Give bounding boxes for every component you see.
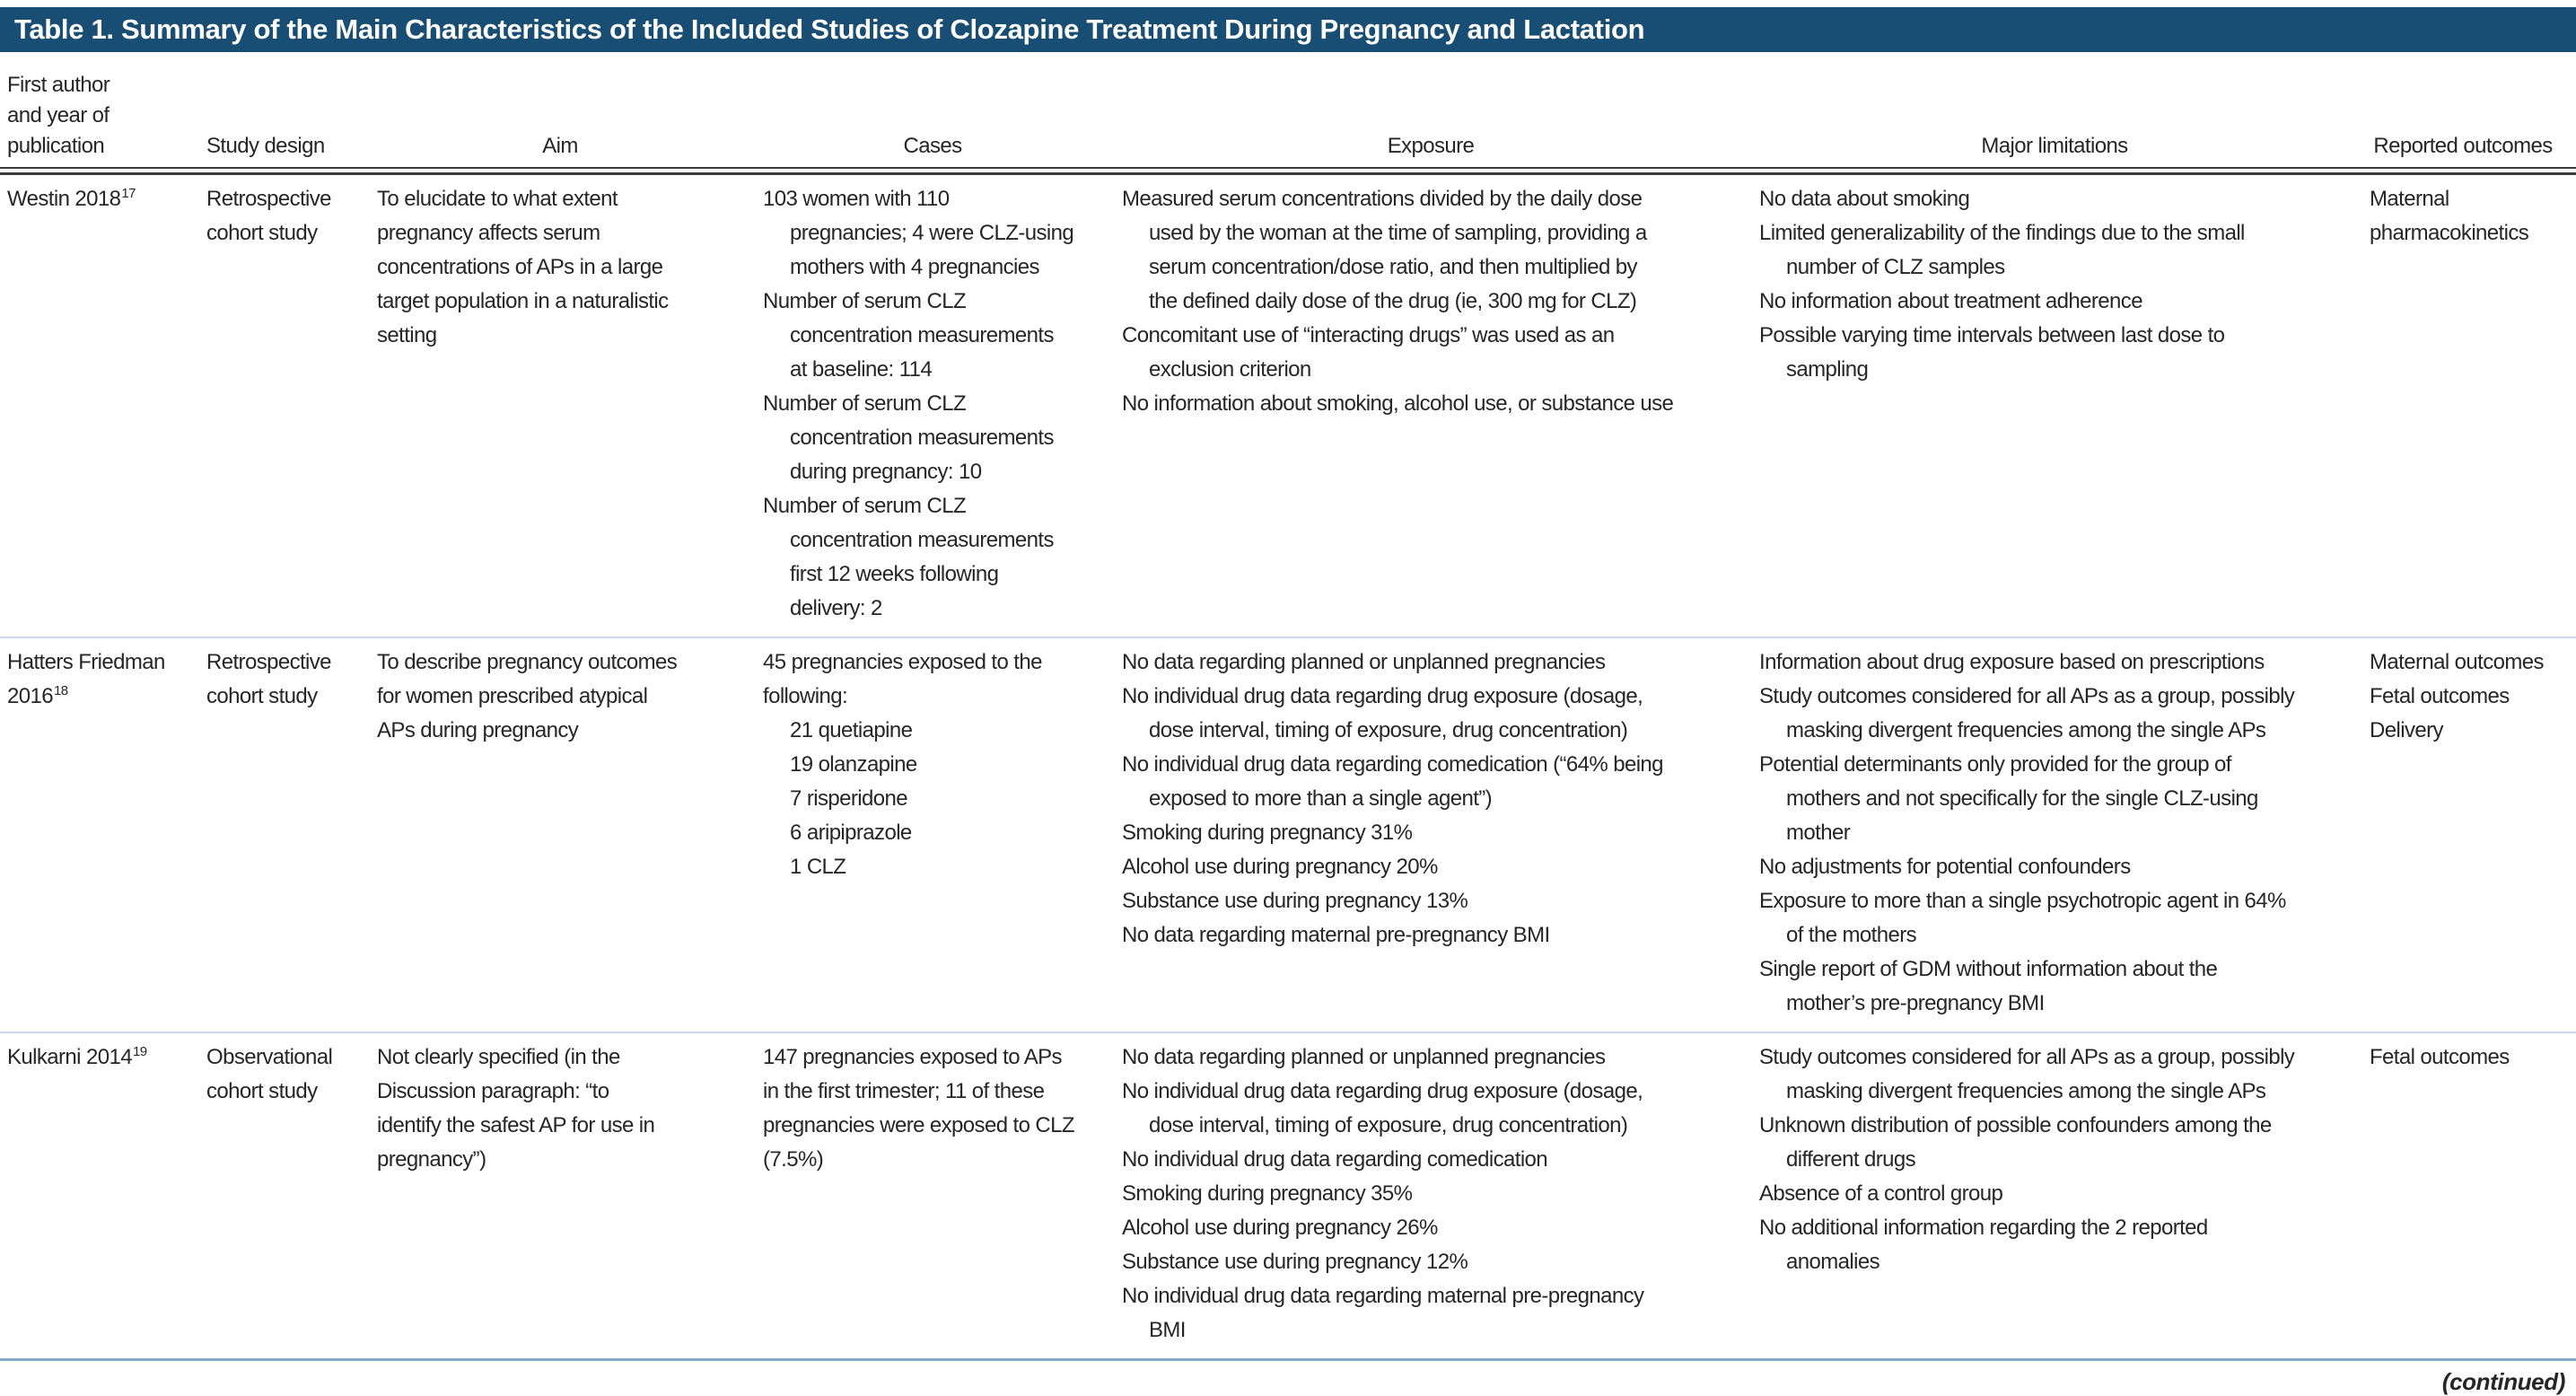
cell-aim	[377, 182, 763, 626]
text-line: Retrospective	[206, 187, 331, 211]
column-header-label: First author	[7, 73, 110, 97]
text-line: Number of serum CLZ	[763, 494, 966, 518]
text-line: concentrations of APs in a large	[377, 255, 663, 279]
reference-superscript: 17	[121, 186, 136, 201]
column-header-label: and year of	[7, 103, 110, 127]
text-line: mother	[1786, 821, 1851, 845]
cell-exposure	[1122, 1040, 1759, 1348]
text-line: mothers and not specifically for the single CLZ-using	[1786, 786, 2258, 811]
text-line: mothers with 4 pregnancies	[790, 255, 1039, 279]
table-header-row	[0, 52, 2576, 162]
text-line: target population in a naturalistic	[377, 289, 669, 313]
text-line: No information about smoking, alcohol use, or substance use	[1122, 391, 1674, 416]
text-line: Single report of GDM without information about the	[1759, 957, 2218, 981]
text-line: Kulkarni 2014$^{19}$	[7, 1044, 147, 1069]
table-row	[0, 1032, 2576, 1358]
text-line: Not clearly specified (in the	[377, 1045, 620, 1069]
text-line: To elucidate to what extent	[377, 187, 618, 211]
header-rule	[0, 167, 2576, 175]
text-line: 6 aripiprazole	[790, 821, 912, 845]
text-line: No individual drug data regarding comedication (“64% being	[1122, 752, 1663, 777]
cell-study-design	[206, 645, 377, 1021]
text-line: identify the safest AP for use in	[377, 1113, 655, 1137]
cell-cases	[763, 1040, 1122, 1348]
text-line: Absence of a control group	[1759, 1181, 2003, 1206]
text-line: dose interval, timing of exposure, drug concentration)	[1149, 718, 1628, 742]
text-line: 45 pregnancies exposed to the	[763, 650, 1042, 674]
text-line: during pregnancy: 10	[790, 460, 982, 484]
text-line: Exposure to more than a single psychotropic agent in 64%	[1759, 889, 2286, 913]
text-line: pregnancies were exposed to CLZ	[763, 1113, 1074, 1137]
text-line: number of CLZ samples	[1786, 255, 2005, 279]
continued-note: (continued)	[2441, 1368, 2565, 1395]
text-line: pregnancy”)	[377, 1147, 486, 1172]
text-line: Limited generalizability of the findings due to the small	[1759, 221, 2245, 245]
column-header-label: Aim	[542, 134, 578, 158]
text-line: concentration measurements	[790, 528, 1054, 552]
text-line: first 12 weeks following	[790, 562, 999, 586]
text-line: Number of serum CLZ	[763, 289, 966, 313]
cell-cases	[763, 182, 1122, 626]
text-line: No data regarding planned or unplanned pregnancies	[1122, 650, 1606, 674]
text-line: Delivery	[2370, 718, 2443, 742]
text-line: APs during pregnancy	[377, 718, 579, 742]
text-line: Westin 2018$^{17}$	[7, 186, 136, 211]
text-line: Alcohol use during pregnancy 26%	[1122, 1216, 1438, 1240]
cell-aim	[377, 1040, 763, 1348]
cell-cases	[763, 645, 1122, 1021]
column-header-study-design	[206, 131, 377, 162]
text-line: cohort study	[206, 221, 318, 245]
text-line: BMI	[1149, 1318, 1186, 1342]
text-line: No additional information regarding the 2 reported	[1759, 1216, 2208, 1240]
text-line: mother’s pre-pregnancy BMI	[1786, 991, 2045, 1015]
cell-author	[0, 645, 206, 1021]
text-line: Information about drug exposure based on prescriptions	[1759, 650, 2265, 674]
text-line: (7.5%)	[763, 1147, 824, 1172]
text-line: Fetal outcomes	[2370, 684, 2510, 708]
text-line: Discussion paragraph: “to	[377, 1079, 609, 1103]
cell-major-limitations	[1759, 182, 2370, 626]
cell-reported-outcomes	[2370, 1040, 2576, 1348]
text-line: Potential determinants only provided for the group of	[1759, 752, 2231, 777]
column-header-author	[0, 70, 206, 162]
column-header-label: Study design	[206, 134, 325, 158]
column-header-cases	[763, 131, 1122, 162]
column-header-label: Reported outcomes	[2373, 134, 2553, 158]
text-line: Alcohol use during pregnancy 20%	[1122, 855, 1438, 879]
text-line: Study outcomes considered for all APs as a group, possibly	[1759, 684, 2295, 708]
text-line: following:	[763, 684, 848, 708]
text-line: 21 quetiapine	[790, 718, 913, 742]
text-line: exposed to more than a single agent”)	[1149, 786, 1493, 811]
table-row	[0, 637, 2576, 1032]
text-line: cohort study	[206, 1079, 318, 1103]
cell-reported-outcomes	[2370, 182, 2576, 626]
text-line: 147 pregnancies exposed to APs	[763, 1045, 1062, 1069]
text-line: 2016$^{18}$	[7, 683, 68, 708]
text-line: Substance use during pregnancy 12%	[1122, 1250, 1468, 1274]
column-header-label: Cases	[903, 134, 962, 158]
text-line: No data about smoking	[1759, 187, 1970, 211]
text-line: for women prescribed atypical	[377, 684, 648, 708]
column-header-label: publication	[7, 134, 105, 158]
text-line: No individual drug data regarding drug exposure (dosage,	[1122, 684, 1643, 708]
text-line: pregnancy affects serum	[377, 221, 600, 245]
text-line: No individual drug data regarding drug exposure (dosage,	[1122, 1079, 1643, 1103]
text-line: 103 women with 110	[763, 187, 950, 211]
text-line: concentration measurements	[790, 426, 1054, 450]
text-line: concentration measurements	[790, 323, 1054, 347]
column-header-label: Major limitations	[1981, 134, 2128, 158]
text-line: different drugs	[1786, 1147, 1915, 1172]
text-line: No individual drug data regarding comedication	[1122, 1147, 1548, 1172]
text-line: Hatters Friedman	[7, 650, 165, 674]
text-line: Possible varying time intervals between last dose to	[1759, 323, 2225, 347]
text-line: in the first trimester; 11 of these	[763, 1079, 1045, 1103]
text-line: Unknown distribution of possible confounders among the	[1759, 1113, 2272, 1137]
text-line: Maternal outcomes	[2370, 650, 2544, 674]
text-line: 1 CLZ	[790, 855, 846, 879]
text-line: No data regarding planned or unplanned pregnancies	[1122, 1045, 1606, 1069]
text-line: of the mothers	[1786, 923, 1917, 947]
text-line: Study outcomes considered for all APs as a group, possibly	[1759, 1045, 2295, 1069]
text-line: masking divergent frequencies among the single APs	[1786, 1079, 2266, 1103]
text-line: Measured serum concentrations divided by the daily dose	[1122, 187, 1643, 211]
text-line: Fetal outcomes	[2370, 1045, 2510, 1069]
text-line: Maternal	[2370, 187, 2449, 211]
cell-major-limitations	[1759, 645, 2370, 1021]
text-line: Retrospective	[206, 650, 331, 674]
column-header-exposure	[1122, 131, 1759, 162]
text-line: cohort study	[206, 684, 318, 708]
text-line: Number of serum CLZ	[763, 391, 966, 416]
text-line: Concomitant use of “interacting drugs” was used as an	[1122, 323, 1615, 347]
text-line: 7 risperidone	[790, 786, 907, 811]
text-line: dose interval, timing of exposure, drug concentration)	[1149, 1113, 1628, 1137]
reference-superscript: 18	[54, 683, 68, 698]
table-body	[0, 175, 2576, 1358]
cell-aim	[377, 645, 763, 1021]
reference-superscript: 19	[132, 1044, 147, 1059]
cell-reported-outcomes	[2370, 645, 2576, 1021]
cell-study-design	[206, 1040, 377, 1348]
column-header-reported-outcomes	[2370, 131, 2576, 162]
text-line: at baseline: 114	[790, 357, 933, 382]
cell-author	[0, 1040, 206, 1348]
paper-table-page	[0, 7, 2576, 1395]
column-header-label: Exposure	[1387, 134, 1475, 158]
text-line: 19 olanzapine	[790, 752, 917, 777]
cell-exposure	[1122, 182, 1759, 626]
table-row	[0, 175, 2576, 637]
table-title: Table 1. Summary of the Main Characteristics of the Included Studies of Clozapine Treatment During Pregnancy and Lactation	[14, 13, 1645, 45]
table-title-bar	[0, 7, 2576, 52]
text-line: No individual drug data regarding maternal pre-pregnancy	[1122, 1284, 1644, 1308]
text-line: delivery: 2	[790, 596, 882, 620]
text-line: Observational	[206, 1045, 333, 1069]
column-header-aim	[377, 131, 763, 162]
text-line: sampling	[1786, 357, 1869, 382]
text-line: pharmacokinetics	[2370, 221, 2529, 245]
cell-author	[0, 182, 206, 626]
text-line: serum concentration/dose ratio, and then multiplied by	[1149, 255, 1637, 279]
text-line: No adjustments for potential confounders	[1759, 855, 2131, 879]
text-line: anomalies	[1786, 1250, 1879, 1274]
text-line: No data regarding maternal pre-pregnancy BMI	[1122, 923, 1550, 947]
text-line: masking divergent frequencies among the single APs	[1786, 718, 2266, 742]
cell-major-limitations	[1759, 1040, 2370, 1348]
text-line: the defined daily dose of the drug (ie, 300 mg for CLZ)	[1149, 289, 1637, 313]
text-line: pregnancies; 4 were CLZ-using	[790, 221, 1074, 245]
text-line: To describe pregnancy outcomes	[377, 650, 678, 674]
text-line: Smoking during pregnancy 35%	[1122, 1181, 1413, 1206]
cell-exposure	[1122, 645, 1759, 1021]
text-line: exclusion criterion	[1149, 357, 1311, 382]
cell-study-design	[206, 182, 377, 626]
text-line: No information about treatment adherence	[1759, 289, 2142, 313]
text-line: used by the woman at the time of sampling, providing a	[1149, 221, 1647, 245]
text-line: Substance use during pregnancy 13%	[1122, 889, 1468, 913]
column-header-major-limitations	[1759, 131, 2370, 162]
text-line: setting	[377, 323, 437, 347]
text-line: Smoking during pregnancy 31%	[1122, 821, 1413, 845]
